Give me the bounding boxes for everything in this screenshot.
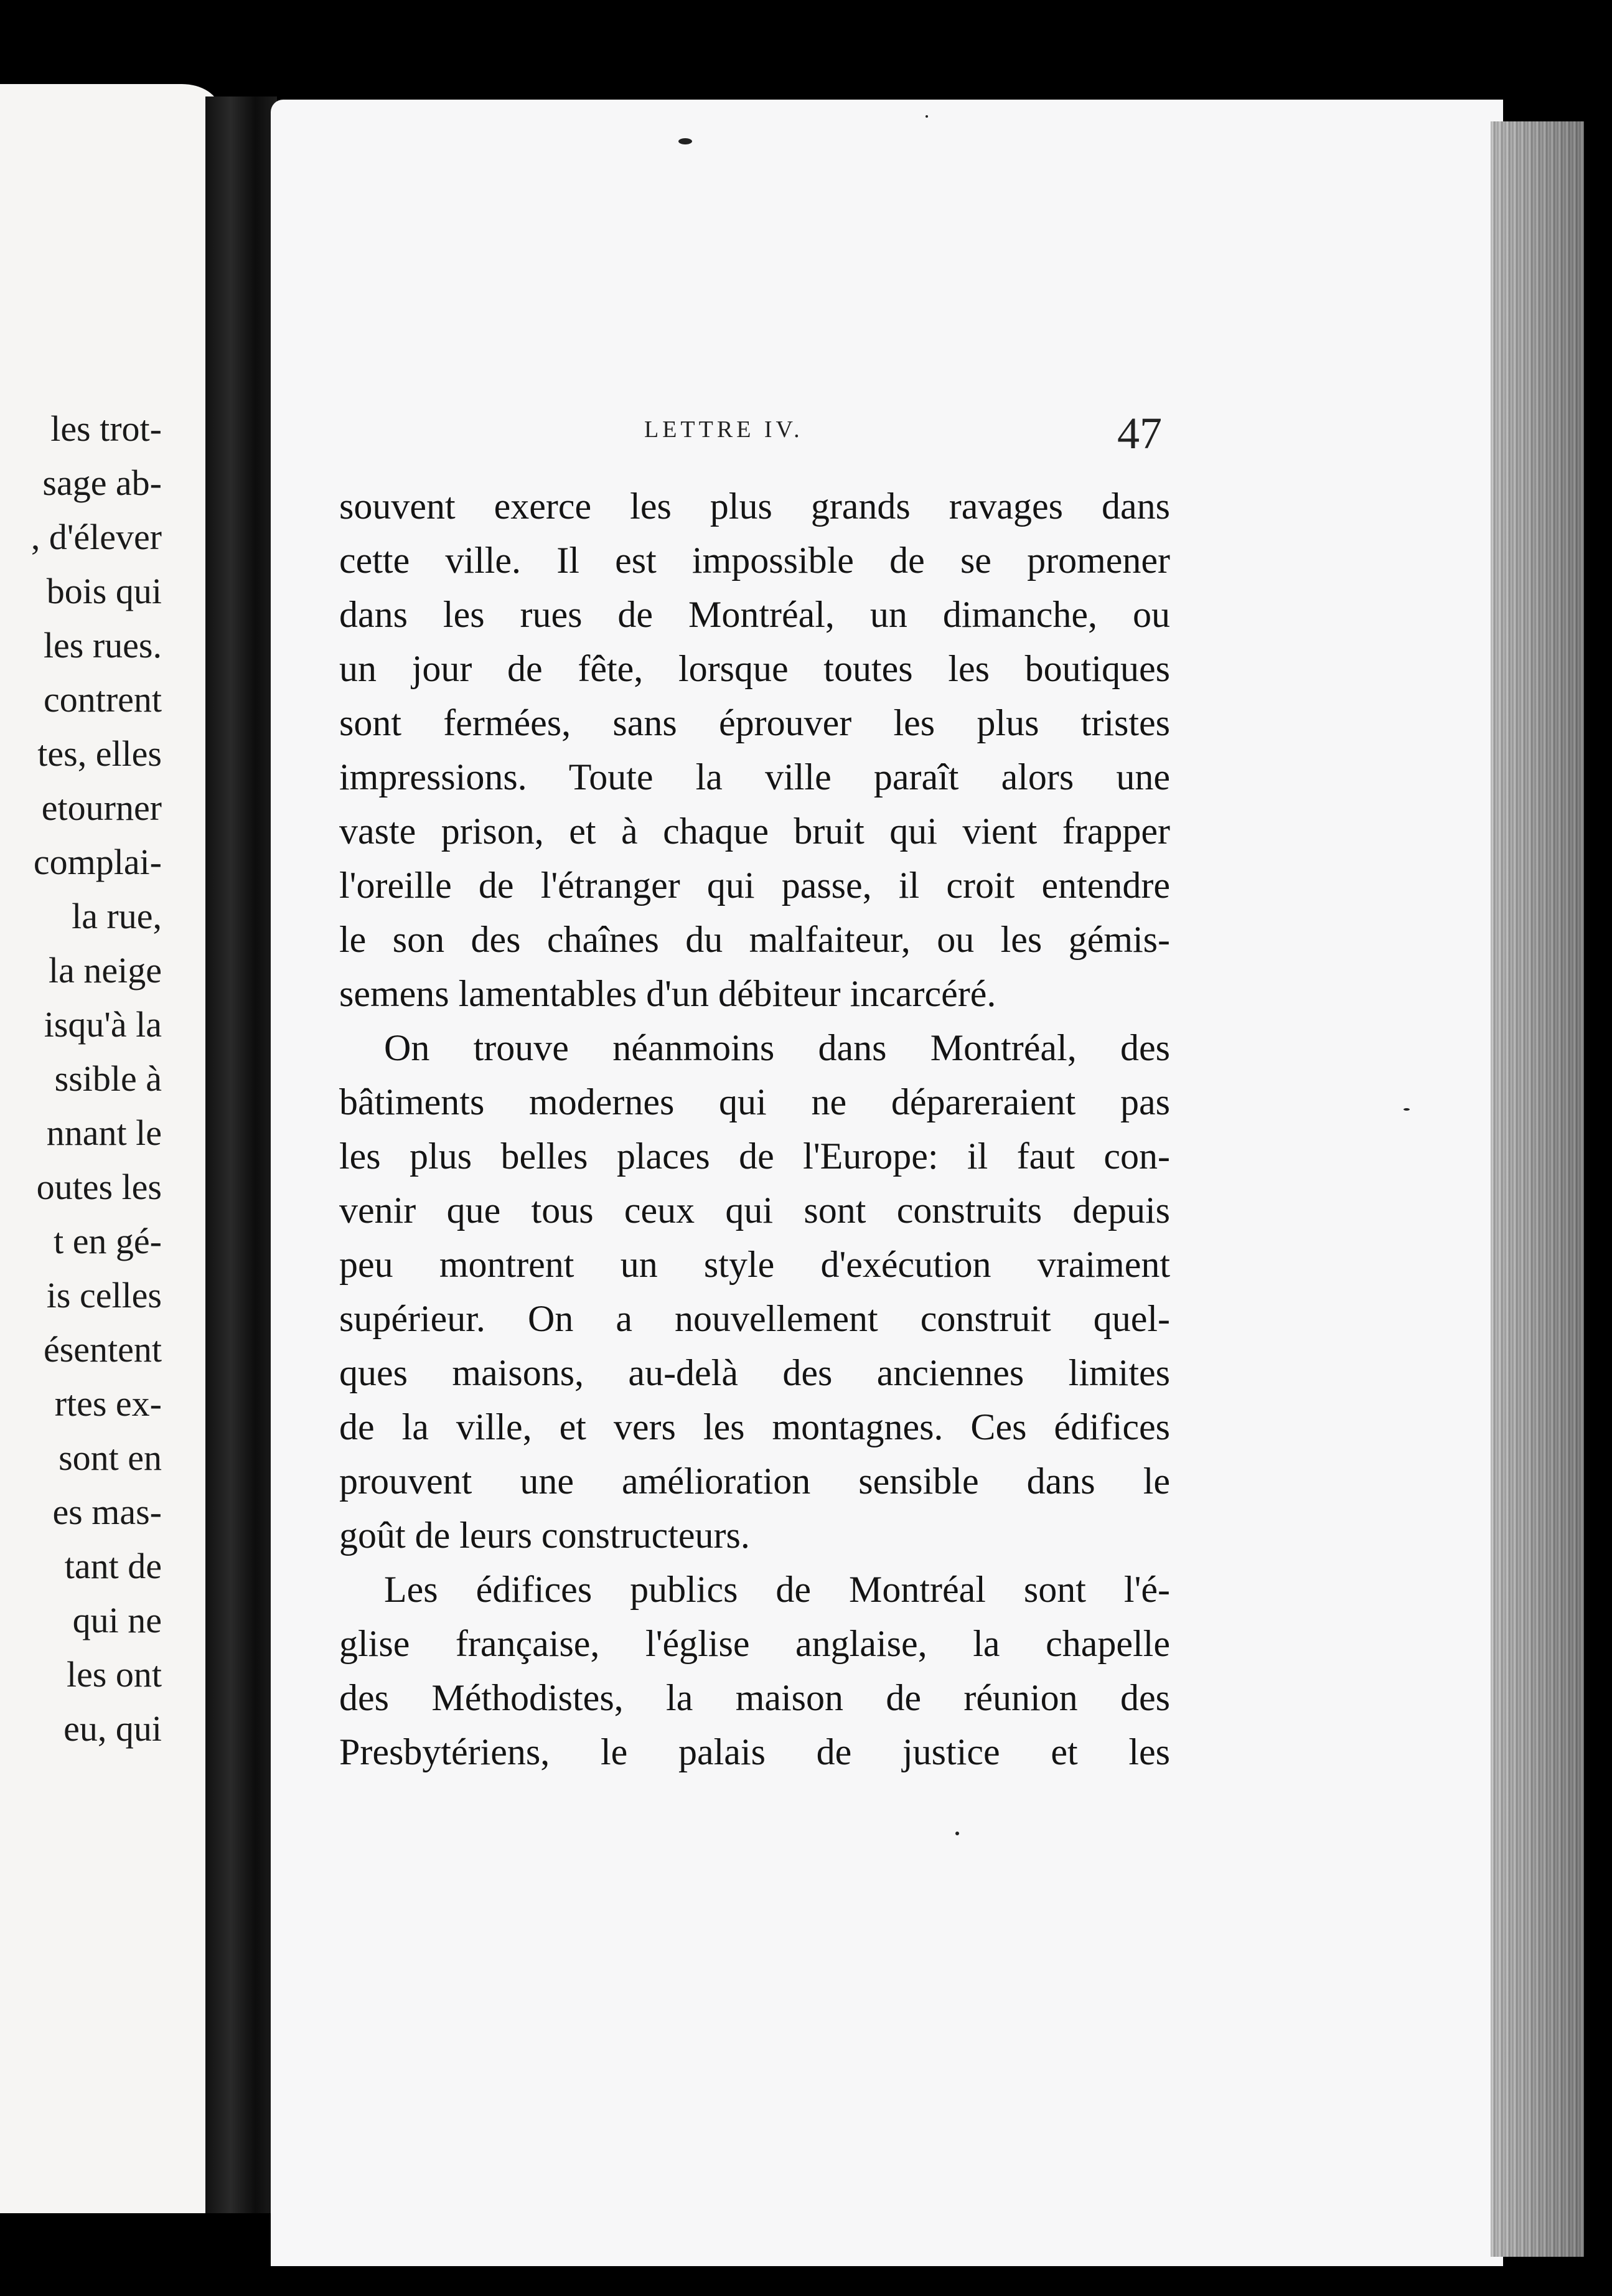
ink-speck [678,138,692,144]
text-line: le son des chaînes du malfaiteur, ou les gémis- [339,919,1170,960]
left-line: outes les [36,1167,162,1207]
text-line: ques maisons, au-delà des anciennes limites [339,1352,1170,1393]
page-number: 47 [1117,408,1162,458]
text-line: peu montrent un style d'exécution vraiment [339,1244,1170,1285]
text-line: impressions. Toute la ville paraît alors une [339,756,1170,797]
left-line: sont en [59,1437,162,1478]
text-line: glise française, l'église anglaise, la chapelle [339,1623,1170,1664]
left-line: is celles [46,1275,162,1315]
left-line: tes, elles [37,733,162,774]
text-line: les plus belles places de l'Europe: il faut con- [339,1136,1170,1177]
left-line: tant de [64,1546,162,1586]
left-line: la rue, [72,896,162,936]
left-line: qui ne [72,1600,162,1640]
ink-speck [925,115,928,118]
left-line: les trot- [50,408,162,449]
text-line: sont fermées, sans éprouver les plus tristes [339,702,1170,743]
left-line: etourner [41,788,162,828]
left-line: nnant le [46,1113,162,1153]
text-line: prouvent une amélioration sensible dans le [339,1461,1170,1502]
left-line: t en gé- [54,1221,162,1261]
left-line: la neige [49,950,162,990]
left-line: ésentent [43,1329,162,1370]
text-line: On trouve néanmoins dans Montréal, des [384,1027,1170,1068]
text-line: supérieur. On a nouvellement construit quel- [339,1298,1170,1339]
body-text [339,479,1170,1779]
left-line: es mas- [52,1492,162,1532]
text-line: venir que tous ceux qui sont construits depuis [339,1190,1170,1231]
text-line: bâtiments modernes qui ne dépareraient pas [339,1081,1170,1122]
left-line: les rues. [43,625,162,666]
text-line: semens lamentables d'un débiteur incarcéré. [339,973,996,1014]
text-line: Presbytériens, le palais de justice et les [339,1731,1170,1772]
text-line: souvent exerce les plus grands ravages dans [339,486,1170,527]
left-line: isqu'à la [44,1004,162,1045]
left-line: bois qui [46,571,162,611]
left-line: complai- [33,842,162,882]
page-edge-shade [1491,121,1584,2257]
ink-speck [1403,1108,1410,1111]
running-header: LETTRE IV. [644,416,804,443]
text-line: Les édifices publics de Montréal sont l'é- [384,1569,1170,1610]
left-line: eu, qui [63,1708,162,1749]
text-line: des Méthodistes, la maison de réunion des [339,1677,1170,1718]
left-line: sage ab- [42,463,162,503]
book-gutter-shadow [205,96,277,2213]
text-line: cette ville. Il est impossible de se promener [339,540,1170,581]
left-line: rtes ex- [54,1383,162,1424]
text-line: l'oreille de l'étranger qui passe, il croit entendre [339,865,1170,906]
left-line: contrent [43,679,162,720]
text-line: un jour de fête, lorsque toutes les boutiques [339,648,1170,689]
text-line: de la ville, et vers les montagnes. Ces édifices [339,1406,1170,1447]
text-line: vaste prison, et à chaque bruit qui vient frapper [339,811,1170,852]
left-page-fragment [0,84,219,2213]
text-line: goût de leurs constructeurs. [339,1515,750,1556]
left-line: , d'élever [30,517,162,557]
ink-speck [955,1832,959,1835]
left-line: ssible à [54,1058,162,1099]
text-line: dans les rues de Montréal, un dimanche, ou [339,594,1170,635]
left-line: les ont [66,1654,162,1695]
